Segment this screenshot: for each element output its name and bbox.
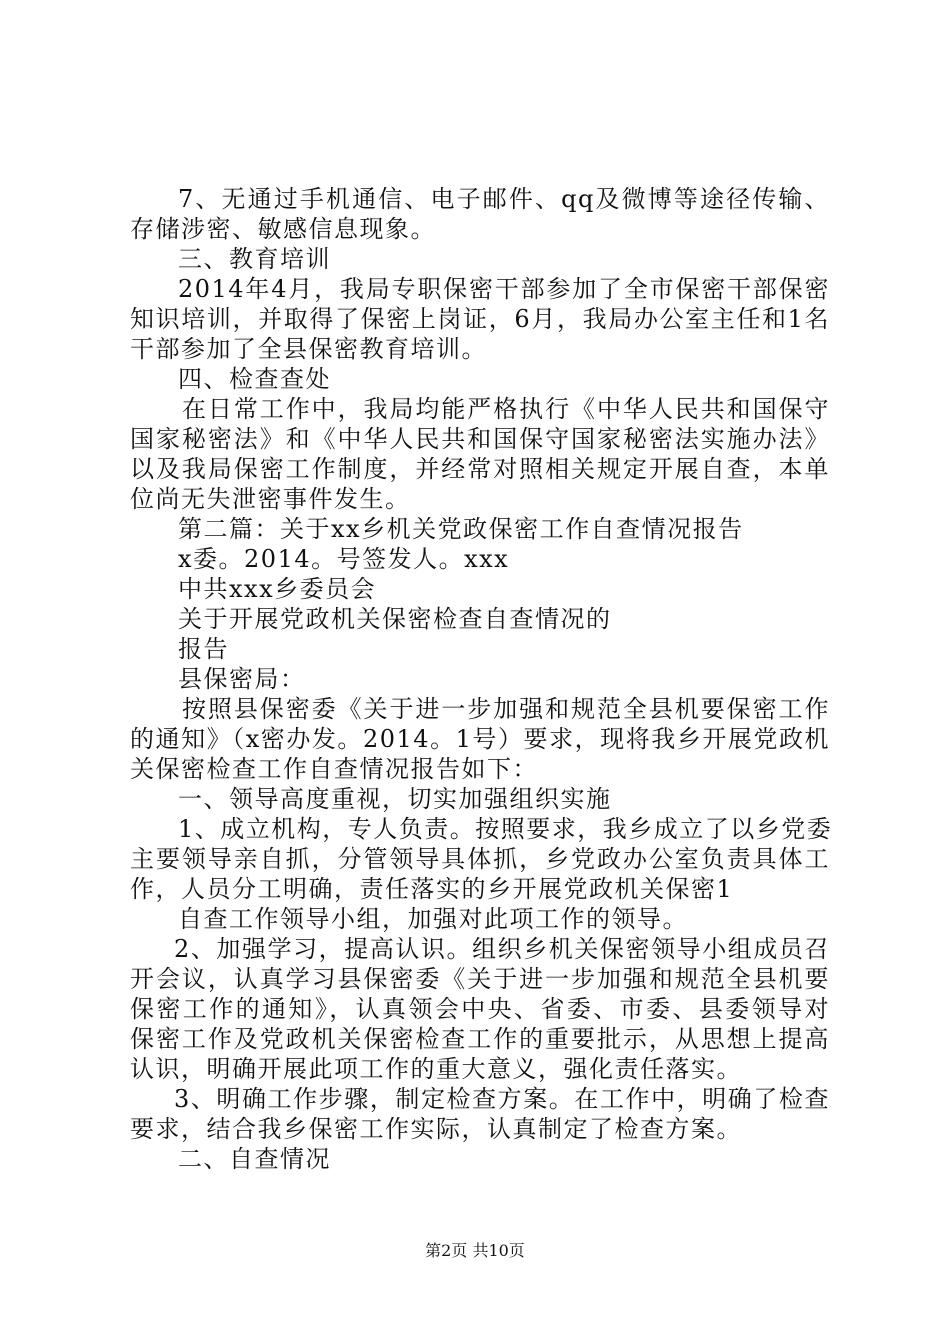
text-line: 保密工作及党政机关保密检查工作的重要批示，从思想上提高 xyxy=(130,1025,830,1053)
section-heading: 一、领导高度重视，切实加强组织实施 xyxy=(178,785,612,813)
document-number: x委。2014。号签发人。xxx xyxy=(178,545,510,573)
text-line: 作，人员分工明确，责任落实的乡开展党政机关保密1 xyxy=(130,875,734,903)
issuer-name: 中共xxx乡委员会 xyxy=(178,575,377,603)
addressee: 县保密局： xyxy=(178,665,306,693)
section-heading: 三、教育培训 xyxy=(178,245,331,273)
text-line: 自查工作领导小组，加强对此项工作的领导。 xyxy=(178,905,688,933)
text-line: 7、无通过手机通信、电子邮件、qq及微博等途径传输、 xyxy=(178,185,830,213)
text-line: 知识培训，并取得了保密上岗证，6月，我局办公室主任和1名 xyxy=(130,305,830,333)
text-line: 按照县保密委《关于进一步加强和规范全县机要保密工作 xyxy=(182,695,830,723)
section-heading: 四、检查查处 xyxy=(178,365,331,393)
text-line: 开会议，认真学习县保密委《关于进一步加强和规范全县机要 xyxy=(130,965,830,993)
text-line: 3、明确工作步骤，制定检查方案。在工作中，明确了检查 xyxy=(174,1085,830,1113)
page-number-footer: 第2页 共10页 xyxy=(425,1241,525,1260)
text-line: 在日常工作中，我局均能严格执行《中华人民共和国保守 xyxy=(182,395,830,423)
text-line: 关保密检查工作自查情况报告如下： xyxy=(130,755,538,783)
section-heading: 二、自查情况 xyxy=(178,1145,331,1173)
text-line: 主要领导亲自抓，分管领导具体抓，乡党政办公室负责具体工 xyxy=(130,845,830,873)
text-line: 存储涉密、敏感信息现象。 xyxy=(130,215,436,243)
text-line: 的通知》（x密办发。2014。1号）要求，现将我乡开展党政机 xyxy=(130,725,830,753)
text-line: 认识，明确开展此项工作的重大意义，强化责任落实。 xyxy=(130,1055,742,1083)
text-line: 2014年4月，我局专职保密干部参加了全市保密干部保密 xyxy=(178,275,830,303)
text-line: 要求，结合我乡保密工作实际，认真制定了检查方案。 xyxy=(130,1115,742,1143)
text-line: 1、成立机构，专人负责。按照要求，我乡成立了以乡党委 xyxy=(178,815,833,843)
article-title: 第二篇：关于xx乡机关党政保密工作自查情况报告 xyxy=(178,515,744,543)
text-line: 保密工作的通知》，认真领会中央、省委、市委、县委领导对 xyxy=(130,995,830,1023)
text-line: 2、加强学习，提高认识。组织乡机关保密领导小组成员召 xyxy=(174,935,830,963)
text-line: 以及我局保密工作制度，并经常对照相关规定开展自查，本单 xyxy=(130,455,830,483)
text-line: 干部参加了全县保密教育培训。 xyxy=(130,335,487,363)
report-title: 关于开展党政机关保密检查自查情况的 xyxy=(178,605,612,633)
text-line: 国家秘密法》和《中华人民共和国保守国家秘密法实施办法》 xyxy=(130,425,830,453)
text-line: 位尚无失泄密事件发生。 xyxy=(130,485,411,513)
report-title: 报告 xyxy=(178,635,229,663)
